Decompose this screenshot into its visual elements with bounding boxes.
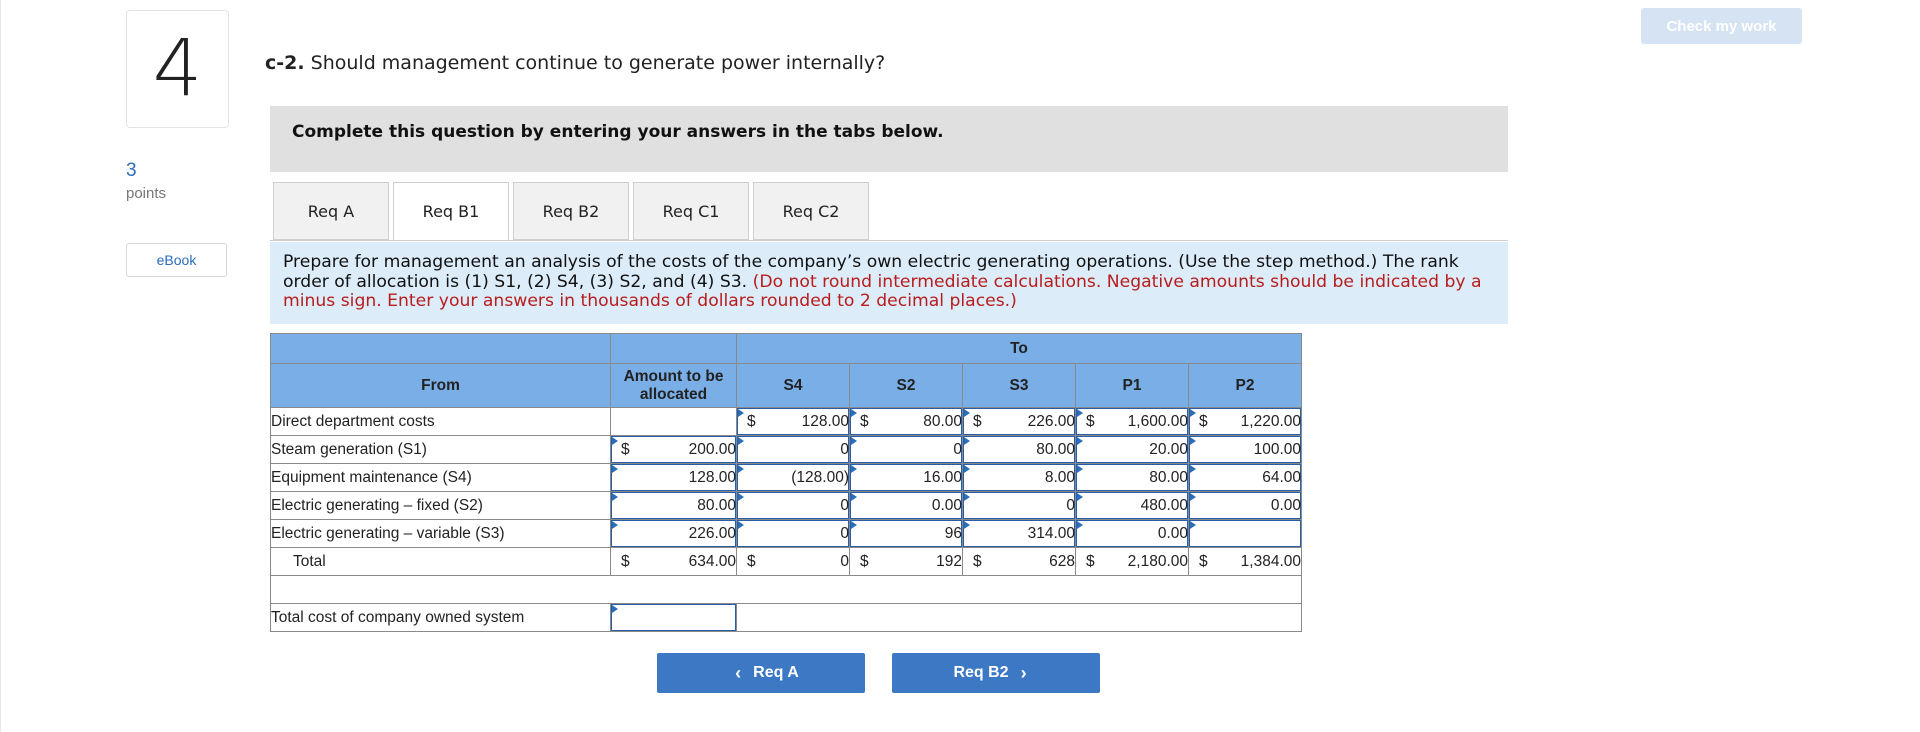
cell-value: 0 (840, 552, 849, 570)
row-label: Electric generating – fixed (S2) (271, 492, 611, 520)
cell-value: 2,180.00 (1127, 552, 1188, 570)
currency-sign: $ (973, 412, 982, 430)
total-value (1189, 548, 1302, 576)
header-col-s2: S2 (850, 364, 963, 408)
page-left-border (0, 0, 1, 732)
value-input[interactable]: 0 (737, 520, 850, 548)
question-text (265, 52, 885, 74)
next-button-label: Req B2 (953, 664, 1009, 681)
check-my-work-button[interactable]: Check my work (1641, 8, 1802, 44)
prev-req-a-button[interactable] (657, 653, 865, 693)
cell-value: 128.00 (801, 412, 849, 430)
value-input[interactable]: 8.00 (963, 464, 1076, 492)
value-input[interactable] (1189, 408, 1302, 436)
row-label: Direct department costs (271, 408, 611, 436)
currency-sign: $ (973, 552, 982, 570)
value-input[interactable]: 16.00 (850, 464, 963, 492)
ebook-button[interactable]: eBook (126, 243, 227, 277)
value-input[interactable] (737, 408, 850, 436)
table-row (271, 436, 1302, 464)
amount-input[interactable]: 226.00 (611, 520, 737, 548)
tabs-divider (270, 240, 1508, 241)
value-input[interactable]: 314.00 (963, 520, 1076, 548)
table-row (271, 464, 1302, 492)
value-input[interactable]: 64.00 (1189, 464, 1302, 492)
header-col-p1: P1 (1076, 364, 1189, 408)
header-col-s3: S3 (963, 364, 1076, 408)
header-col-s4: S4 (737, 364, 850, 408)
prompt-text: Prepare for management an analysis of the costs of the company’s own electric generating operations. (Use the step method.) The rank order of allocation is (1) S1, (2) S4, (3) S2, and (4) S3. (283, 252, 1459, 292)
total-value (850, 548, 963, 576)
cell-value: 80.00 (923, 412, 962, 430)
header-to: To (737, 334, 1302, 364)
currency-sign: $ (621, 552, 630, 570)
cell-value: 192 (936, 552, 962, 570)
tab-req-c1[interactable]: Req C1 (633, 182, 749, 240)
total-label: Total (271, 548, 611, 576)
tab-req-b1[interactable]: Req B1 (393, 182, 509, 241)
instructions-panel (270, 106, 1508, 172)
currency-sign: $ (1199, 412, 1208, 430)
total-value (963, 548, 1076, 576)
total-value (1076, 548, 1189, 576)
row-label: Steam generation (S1) (271, 436, 611, 464)
value-input[interactable]: 0 (737, 436, 850, 464)
value-input[interactable]: 96 (850, 520, 963, 548)
currency-sign: $ (860, 412, 869, 430)
amount-input[interactable] (611, 436, 737, 464)
header-empty-amount (611, 334, 737, 364)
allocation-table (270, 333, 1302, 632)
value-input[interactable] (850, 408, 963, 436)
value-input[interactable]: 0 (963, 492, 1076, 520)
table-row (271, 492, 1302, 520)
question-body: Should management continue to generate power internally? (310, 52, 886, 74)
cell-value: 1,220.00 (1240, 412, 1301, 430)
value-input[interactable]: 20.00 (1076, 436, 1189, 464)
value-input[interactable]: 480.00 (1076, 492, 1189, 520)
prev-button-label: Req A (753, 664, 799, 681)
company-cost-row (271, 604, 1302, 632)
row-label: Equipment maintenance (S4) (271, 464, 611, 492)
question-number: 4 (126, 10, 229, 128)
value-input[interactable]: 80.00 (1076, 464, 1189, 492)
header-col-p2: P2 (1189, 364, 1302, 408)
value-input[interactable]: 0.00 (1076, 520, 1189, 548)
chevron-left-icon: ‹ (735, 662, 742, 683)
value-input[interactable] (1189, 520, 1302, 548)
amount-input[interactable]: 128.00 (611, 464, 737, 492)
next-req-b2-button[interactable] (892, 653, 1100, 693)
company-cost-empty (737, 604, 1302, 632)
cell-value: 1,600.00 (1127, 412, 1188, 430)
table-row (271, 408, 1302, 436)
header-empty-from (271, 334, 611, 364)
value-input[interactable]: 0.00 (1189, 492, 1302, 520)
header-amount: Amount to be allocated (611, 364, 737, 408)
currency-sign: $ (747, 412, 756, 430)
cell-value: 226.00 (1027, 412, 1075, 430)
value-input[interactable]: 0 (850, 436, 963, 464)
company-cost-input[interactable] (611, 604, 737, 632)
cell-value: 200.00 (688, 440, 736, 458)
cell-value: 634.00 (688, 552, 736, 570)
total-row (271, 548, 1302, 576)
amount-cell (611, 408, 737, 436)
tab-req-c2[interactable]: Req C2 (753, 182, 869, 240)
value-input[interactable]: 0.00 (850, 492, 963, 520)
value-input[interactable]: 0 (737, 492, 850, 520)
chevron-right-icon: › (1020, 662, 1027, 683)
total-amount (611, 548, 737, 576)
prompt-panel (270, 242, 1508, 324)
prompt-note: (Do not round intermediate calculations. Negative amounts should be indicated by a minus sign. Enter your answers in thousands of dollars rounded to 2 decimal places.) (283, 271, 1482, 311)
row-label: Electric generating – variable (S3) (271, 520, 611, 548)
tab-req-b2[interactable]: Req B2 (513, 182, 629, 240)
currency-sign: $ (1086, 552, 1095, 570)
cell-value: 1,384.00 (1240, 552, 1301, 570)
total-value (737, 548, 850, 576)
currency-sign: $ (1086, 412, 1095, 430)
value-input[interactable]: (128.00) (737, 464, 850, 492)
currency-sign: $ (747, 552, 756, 570)
points-label: points (126, 185, 167, 202)
value-input[interactable] (1076, 408, 1189, 436)
currency-sign: $ (1199, 552, 1208, 570)
currency-sign: $ (860, 552, 869, 570)
points-value: 3 (126, 160, 137, 181)
question-part: c-2. (265, 52, 305, 74)
cell-value: 628 (1049, 552, 1075, 570)
header-from: From (271, 364, 611, 408)
tab-req-a[interactable]: Req A (273, 182, 389, 240)
table-spacer (271, 576, 1302, 604)
amount-input[interactable]: 80.00 (611, 492, 737, 520)
company-cost-label: Total cost of company owned system (271, 604, 611, 632)
value-input[interactable]: 80.00 (963, 436, 1076, 464)
value-input[interactable] (963, 408, 1076, 436)
value-input[interactable]: 100.00 (1189, 436, 1302, 464)
table-row (271, 520, 1302, 548)
currency-sign: $ (621, 440, 630, 458)
instructions-text: Complete this question by entering your answers in the tabs below. (292, 122, 944, 142)
